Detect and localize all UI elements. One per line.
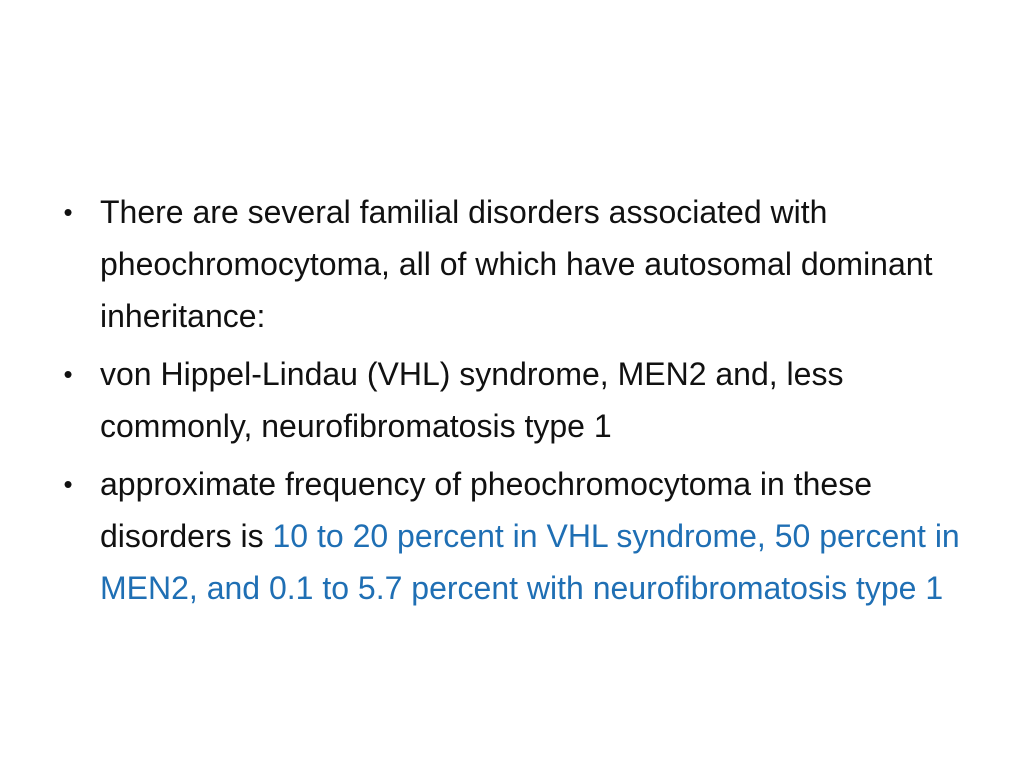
- bullet-marker: •: [63, 469, 73, 499]
- bullet-text: approximate frequency of pheochromocytoma in these disorders is: [100, 466, 872, 554]
- bullet-marker: •: [63, 359, 73, 389]
- highlighted-text: 10 to 20 percent in VHL syndrome, 50 percent in MEN2, and 0.1 to 5.7 percent with neurofibromatosis type 1: [100, 518, 960, 606]
- bullet-item-3: [56, 458, 966, 614]
- bullet-list: [56, 186, 966, 620]
- bullet-item-1: [56, 186, 966, 342]
- bullet-item-2: [56, 348, 966, 452]
- bullet-text: von Hippel-Lindau (VHL) syndrome, MEN2 and, less commonly, neurofibromatosis type 1: [100, 356, 844, 444]
- bullet-text: There are several familial disorders associated with pheochromocytoma, all of which have autosomal dominant inheritance:: [100, 194, 933, 334]
- bullet-marker: •: [63, 197, 73, 227]
